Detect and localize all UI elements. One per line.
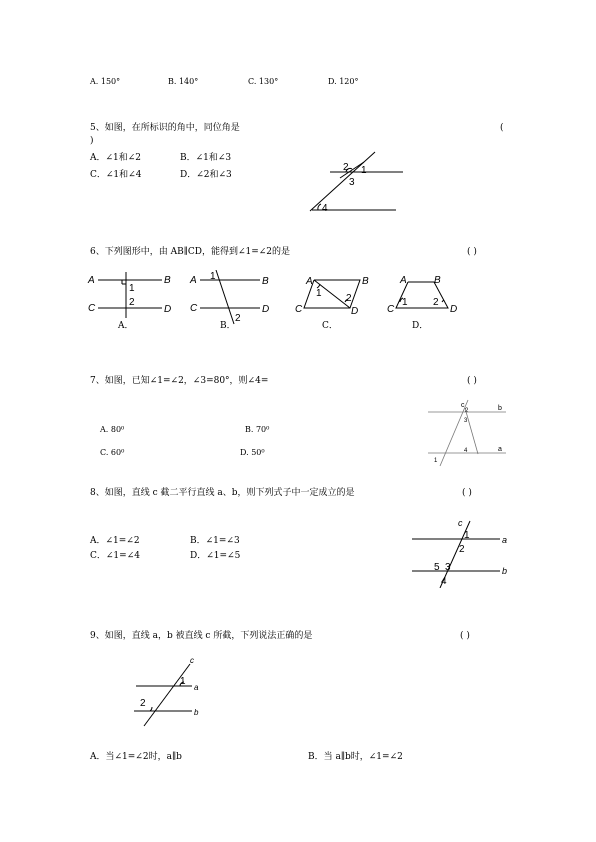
q8-paren: ( ) <box>462 488 472 498</box>
q6a-label-1: 1 <box>129 283 135 294</box>
q5-option-d: D．∠2和∠3 <box>180 170 232 180</box>
q6c-label-B: B <box>362 276 369 287</box>
q6-figure-d <box>386 272 466 316</box>
q6c-label-C: C <box>295 304 303 315</box>
q8-option-d: D．∠1=∠5 <box>190 551 241 561</box>
q7-stem: 7、如图，已知∠1=∠2，∠3=80°，则∠4= <box>90 376 269 386</box>
q6b-label-2: 2 <box>235 313 241 324</box>
q7-label-3: 3 <box>464 418 468 424</box>
q6d-label-2: 2 <box>433 297 439 308</box>
q6-figure-a <box>86 270 176 322</box>
q9-paren: ( ) <box>460 631 470 641</box>
q7-option-d: D. 50⁰ <box>240 448 265 457</box>
q5-label-4: 4 <box>322 203 328 214</box>
q9-label-a: a <box>194 683 199 692</box>
q6c-label-2: 2 <box>346 293 352 304</box>
q7-option-c: C. 60⁰ <box>100 448 125 457</box>
q9-label-2: 2 <box>140 698 146 709</box>
q6-caption-b: B． <box>220 321 236 331</box>
q5-transversal <box>310 152 375 211</box>
q6c-label-1: 1 <box>316 288 322 299</box>
q4-option-a: A. 150° <box>90 77 121 86</box>
q5-paren-close: ) <box>90 136 94 146</box>
q6b-label-A: A <box>190 275 197 286</box>
q5-stem: 5、如图，在所标识的角中，同位角是 <box>90 123 240 133</box>
q6c-label-A: A <box>306 276 313 287</box>
q6a-label-2: 2 <box>129 297 135 308</box>
q6d-label-C: C <box>387 304 395 315</box>
q6c-label-D: D <box>351 306 359 316</box>
q6b-label-B: B <box>262 276 269 287</box>
q6a-label-A: A <box>88 275 95 286</box>
q6-paren: ( ) <box>467 247 477 257</box>
q7-paren: ( ) <box>467 376 477 386</box>
q8-label-b: b <box>502 566 508 576</box>
q7-label-1: 1 <box>434 458 438 464</box>
q7-option-a: A. 80⁰ <box>100 425 125 434</box>
q5-angle-arc-4 <box>318 204 321 210</box>
q8-label-4: 4 <box>441 576 447 587</box>
q5-paren-open: ( <box>500 123 504 133</box>
q7-label-a: a <box>498 446 502 453</box>
q4-option-c: C. 130° <box>248 77 279 86</box>
q5-option-b: B．∠1和∠3 <box>180 153 232 163</box>
q6-figure-c <box>294 272 378 316</box>
q7-option-b: B. 70⁰ <box>245 425 270 434</box>
q6d-label-B: B <box>434 275 441 286</box>
q7-label-4: 4 <box>464 448 468 454</box>
q8-figure <box>408 516 512 588</box>
q7-figure <box>420 398 510 468</box>
q6d-label-A: A <box>400 275 407 286</box>
q9-stem: 9、如图，直线 a，b 被直线 c 所截，下列说法正确的是 <box>90 631 313 641</box>
q6b-label-1: 1 <box>210 271 216 282</box>
q8-label-3: 3 <box>445 562 451 573</box>
q5-label-3: 3 <box>349 177 355 188</box>
q6-figure-b <box>186 270 276 326</box>
q8-stem: 8、如图，直线 c 截二平行直线 a、b，则下列式子中一定成立的是 <box>90 488 355 498</box>
q5-label-2: 2 <box>343 162 349 173</box>
q8-option-b: B．∠1=∠3 <box>190 536 240 546</box>
q6d-label-1: 1 <box>402 297 408 308</box>
q8-label-a: a <box>502 535 508 545</box>
q8-label-5: 5 <box>434 562 440 573</box>
q6-caption-d: D． <box>412 321 429 331</box>
q7-label-b: b <box>498 405 502 412</box>
q9-option-a: A．当∠1=∠2时，a∥b <box>90 752 182 762</box>
q4-option-d: D. 120° <box>328 77 359 86</box>
q5-option-a: A．∠1和∠2 <box>90 153 142 163</box>
q6b-label-D: D <box>262 304 270 315</box>
q5-option-c: C．∠1和∠4 <box>90 170 142 180</box>
q6-caption-a: A． <box>118 321 134 331</box>
q8-option-a: A．∠1=∠2 <box>90 536 140 546</box>
q9-option-b: B．当 a∥b时，∠1=∠2 <box>308 752 403 762</box>
q5-figure <box>300 148 410 216</box>
q9-label-c: c <box>190 656 194 665</box>
q6d-label-D: D <box>450 304 458 315</box>
q8-label-1: 1 <box>464 530 470 541</box>
q6a-label-D: D <box>164 304 172 315</box>
q6a-label-C: C <box>88 303 96 314</box>
q6-stem: 6、下列图形中，由 AB∥CD，能得到∠1=∠2的是 <box>90 247 291 257</box>
q8-option-c: C．∠1=∠4 <box>90 551 140 561</box>
q9-label-1: 1 <box>180 676 186 687</box>
q6b-label-C: C <box>190 303 198 314</box>
q7-label-c: c <box>461 402 465 409</box>
q5-label-1: 1 <box>361 165 367 176</box>
q9-figure <box>128 654 208 732</box>
q6-caption-c: C． <box>322 321 338 331</box>
q6a-label-B: B <box>164 275 171 286</box>
q4-option-b: B. 140° <box>168 77 199 86</box>
q9-label-b: b <box>194 708 199 717</box>
q7-label-2: 2 <box>465 408 469 414</box>
q8-label-2: 2 <box>459 544 465 555</box>
q8-label-c: c <box>458 518 463 528</box>
